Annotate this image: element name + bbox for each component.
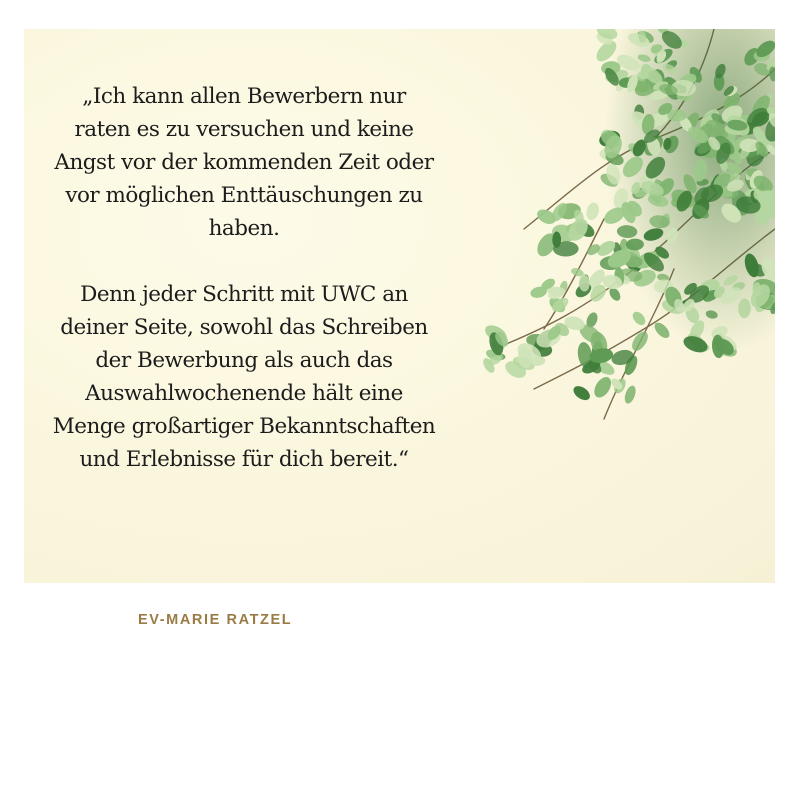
quote-paragraph-2: Denn jeder Schritt mit UWC an deiner Seite, sowohl das Schreiben der Bewerbung als auch das Auswahlwochenende hält eine Menge großartiger Bekanntschaften und Erlebnisse für dich bereit.“ [52,282,436,472]
background-photo [24,29,775,583]
quote-author: EV-MARIE RATZEL [138,612,293,628]
quote-paragraph-1: „Ich kann allen Bewerbern nur raten es zu versuchen und keine Angst vor der kommenden Zeit oder vor möglichen Enttäuschungen zu haben. [54,84,434,241]
eucalyptus-branch-image [454,29,775,429]
quote-text [52,80,436,476]
